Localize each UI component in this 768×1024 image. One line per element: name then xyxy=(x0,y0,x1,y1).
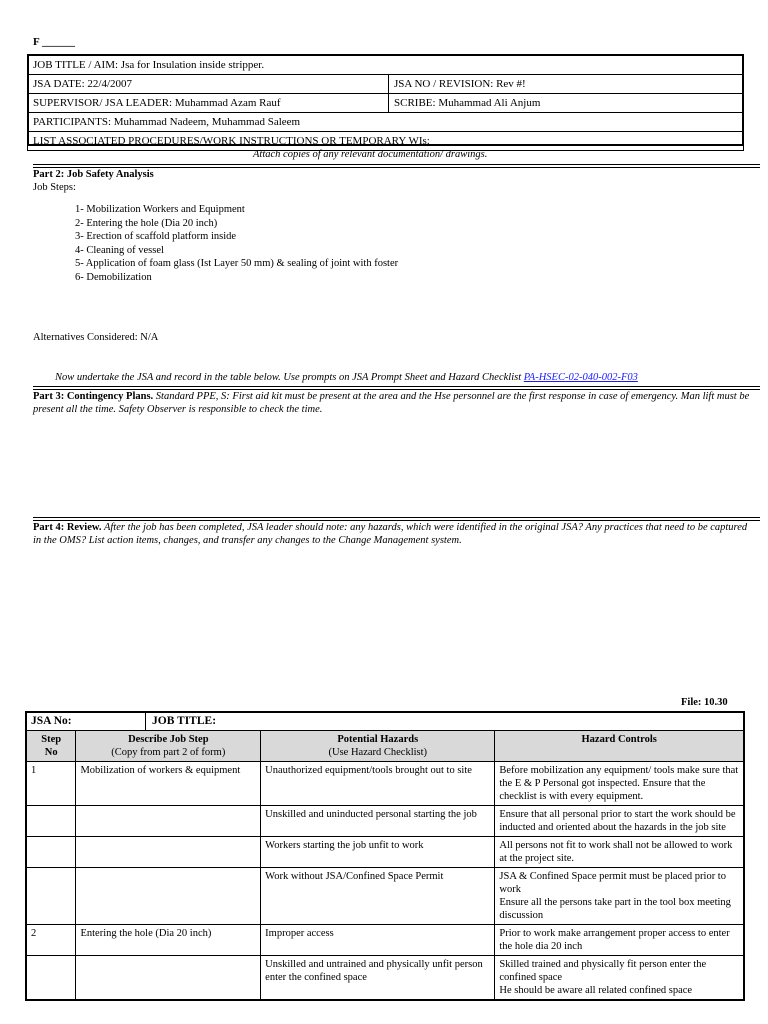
row-step xyxy=(26,806,76,837)
row-control: Prior to work make arrangement proper access to enter the hole dia 20 inch xyxy=(495,925,744,956)
table-row xyxy=(26,806,744,837)
row-step xyxy=(26,837,76,868)
hazard-checklist-link[interactable]: PA-HSEC-02-040-002-F03 xyxy=(523,372,638,383)
part2-section xyxy=(33,169,753,284)
col-hazards-header: Potential Hazards (Use Hazard Checklist) xyxy=(261,731,495,762)
col-describe-header: Describe Job Step (Copy from part 2 of form) xyxy=(76,731,261,762)
job-steps-label: Job Steps: xyxy=(33,182,76,193)
job-step-item: 1- Mobilization Workers and Equipment xyxy=(75,204,245,215)
divider-part3 xyxy=(33,386,760,390)
jsa-date-field: JSA DATE: 22/4/2007 xyxy=(28,75,389,94)
row-desc: Entering the hole (Dia 20 inch) xyxy=(76,925,261,956)
row-desc xyxy=(76,868,261,925)
row-desc xyxy=(76,806,261,837)
part3-section xyxy=(33,391,753,416)
job-step-item: 4- Cleaning of vessel xyxy=(75,244,164,256)
part3-heading: Part 3: Contingency Plans. xyxy=(33,391,154,402)
participants-field: PARTICIPANTS: Muhammad Nadeem, Muhammad Saleem xyxy=(28,113,744,132)
row-step: 2 xyxy=(26,925,76,956)
job-title-label: JOB TITLE: xyxy=(152,715,217,727)
part4-heading: Part 4: Review. xyxy=(33,522,102,533)
job-step-item: 6- Demobilization xyxy=(75,271,152,283)
part3-text: Standard PPE, S: First aid kit must be present at the area and the Hse personnel are the first response in case of emergency. Man lift must be present all the time. Safety Observer is responsible to check the time. xyxy=(33,391,750,415)
row-hazard: Unskilled and uninducted personal starting the job xyxy=(261,806,495,837)
part4-section xyxy=(33,522,753,547)
table-row xyxy=(26,868,744,925)
table-row xyxy=(26,956,744,1001)
form-label: F ______ xyxy=(33,36,76,48)
row-desc xyxy=(76,837,261,868)
divider-part4 xyxy=(33,517,760,521)
supervisor-field: SUPERVISOR/ JSA LEADER: Muhammad Azam Rauf xyxy=(28,94,389,113)
jsa-no-label: JSA No: xyxy=(27,713,146,730)
col-step-header: Step No xyxy=(26,731,76,762)
jsa-no-field: JSA NO / REVISION: Rev #! xyxy=(389,75,744,94)
row-control: All persons not fit to work shall not be allowed to work at the project site. xyxy=(495,837,744,868)
col-controls-header: Hazard Controls xyxy=(495,731,744,762)
table-row xyxy=(26,925,744,956)
row-hazard: Improper access xyxy=(261,925,495,956)
jsa-table xyxy=(25,711,745,1001)
job-title-value xyxy=(261,712,744,731)
part2-heading: Part 2: Job Safety Analysis xyxy=(33,169,154,180)
divider-part2 xyxy=(33,164,760,168)
row-control: Before mobilization any equipment/ tools make sure that the E & P Personal got inspected. Ensure that the checklist is with every equipment. xyxy=(495,762,744,806)
attach-note: Attach copies of any relevant documentation/ drawings. xyxy=(253,149,488,160)
row-desc: Mobilization of workers & equipment xyxy=(76,762,261,806)
row-step xyxy=(26,868,76,925)
job-step-item: 5- Application of foam glass (Ist Layer 50 mm) & sealing of joint with foster xyxy=(75,258,399,269)
header-table xyxy=(27,55,744,151)
job-step-item: 2- Entering the hole (Dia 20 inch) xyxy=(75,217,218,229)
alternatives-considered: Alternatives Considered: N/A xyxy=(33,332,159,343)
job-title-field: JOB TITLE / AIM: Jsa for Insulation inside stripper. xyxy=(28,56,744,75)
job-steps-list xyxy=(75,203,753,284)
table-row xyxy=(26,762,744,806)
row-control: JSA & Confined Space permit must be placed prior to work Ensure all the persons take part in the tool box meeting discussion xyxy=(495,868,744,925)
job-step-item: 3- Erection of scaffold platform inside xyxy=(75,231,237,242)
table-row xyxy=(26,837,744,868)
row-control: Skilled trained and physically fit person enter the confined space He should be aware all related confined space xyxy=(495,956,744,1001)
row-control: Ensure that all personal prior to start the work should be inducted and oriented about the hazards in the job site xyxy=(495,806,744,837)
jsa-no-cell xyxy=(26,712,261,731)
row-hazard: Workers starting the job unfit to work xyxy=(261,837,495,868)
row-hazard: Unskilled and untrained and physically unfit person enter the confined space xyxy=(261,956,495,1001)
file-label: File: 10.30 xyxy=(681,697,728,708)
row-step: 1 xyxy=(26,762,76,806)
jsa-prompt xyxy=(55,372,638,383)
row-desc xyxy=(76,956,261,1001)
scribe-field: SCRIBE: Muhammad Ali Anjum xyxy=(389,94,744,113)
part4-text: After the job has been completed, JSA leader should note: any hazards, which were identified in the original JSA? Any practices that need to be captured in the OMS? List action items, changes, and transfer any changes to the Change Management system. xyxy=(33,522,748,546)
row-hazard: Unauthorized equipment/tools brought out to site xyxy=(261,762,495,806)
jsa-prompt-text: Now undertake the JSA and record in the table below. Use prompts on JSA Prompt Sheet and Hazard Checklist xyxy=(55,372,524,383)
row-step xyxy=(26,956,76,1001)
row-hazard: Work without JSA/Confined Space Permit xyxy=(261,868,495,925)
procedures-field: LIST ASSOCIATED PROCEDURES/WORK INSTRUCTIONS OR TEMPORARY WIs: xyxy=(28,132,744,151)
